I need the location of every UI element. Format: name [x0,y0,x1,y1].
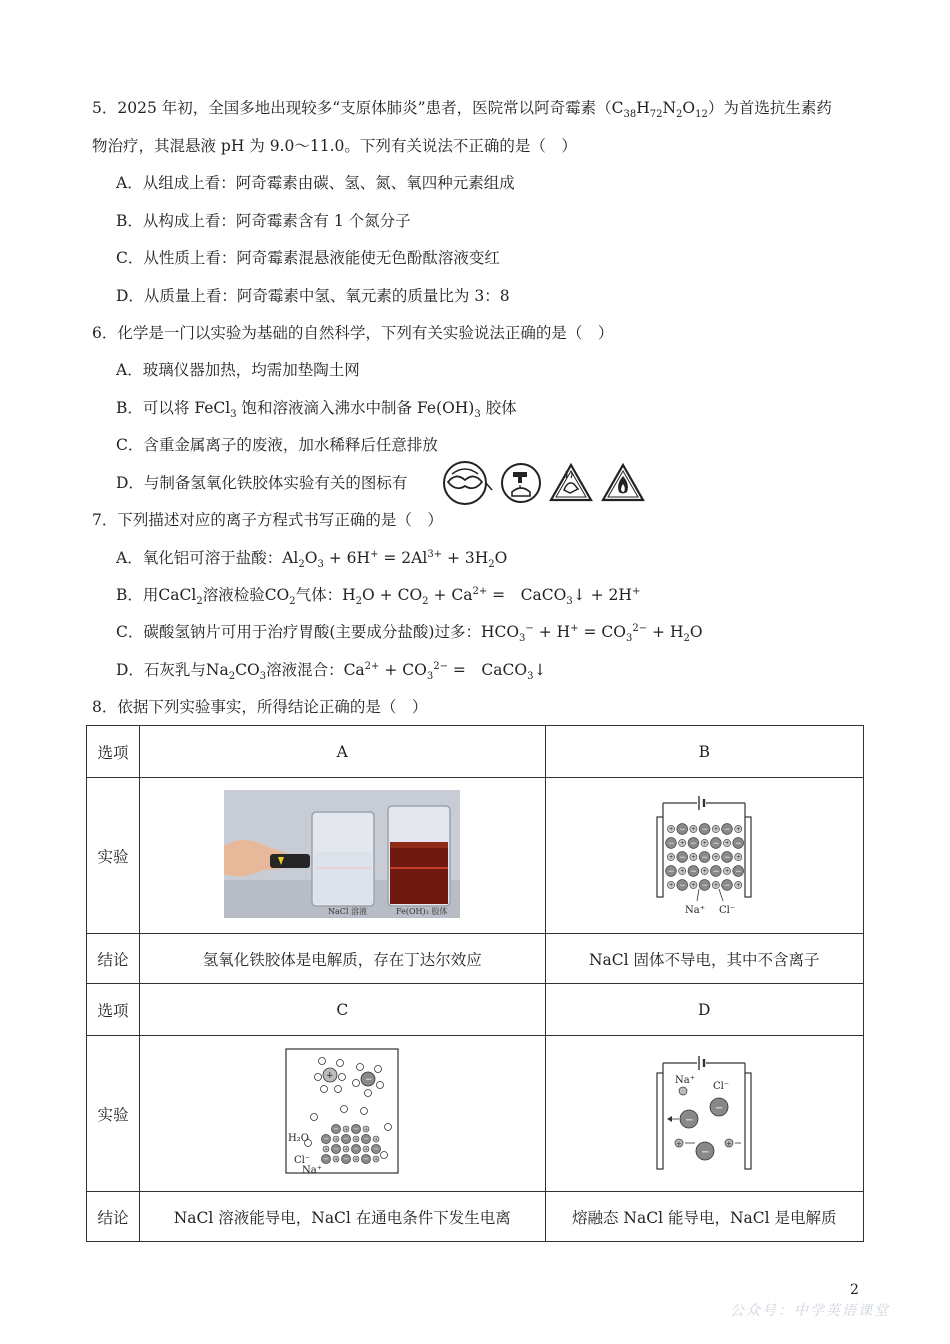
minus-sign: − [724,851,731,861]
minus-sign: − [724,879,731,889]
minus-sign: − [679,823,686,833]
plus-sign: + [334,1155,339,1161]
hot-surface-icon [548,462,594,504]
wash-hands-icon [500,462,542,504]
plus-sign: + [714,882,719,889]
ion-lattice [666,823,744,890]
tyndall-photo [224,790,460,918]
q6-option-b: B．可以将 FeCl$_3$ 饱和溶液滴入沸水中制备 $Fe(OH)_3$ 胶体 [116,399,517,421]
minus-sign: − [735,865,742,875]
minus-sign: − [679,879,686,889]
q7-option-b: B．用CaCl$_2$溶液检验$CO_2$气体：$H_2O + CO_2 + Ca^{2+}$ = CaCO$_3$↓ + 2H+ [116,585,641,608]
plus-sign: + [725,840,730,847]
minus-sign: − [701,879,709,889]
plus-sign: + [680,840,685,847]
photo-label-fe: Fe(OH)₃ 胶体 [396,906,448,916]
minus-sign: − [363,1134,370,1143]
plus-sign: + [374,1135,379,1141]
header-a: A [140,726,546,778]
label-conclusion-1: 结论 [87,934,140,984]
plus-sign: + [344,1125,349,1131]
header-c: C [140,984,546,1036]
experiment-d [545,1036,863,1192]
experiment-c [140,1036,546,1192]
plus-sign: + [691,882,696,889]
plus-sign: + [669,854,674,861]
q6-option-c: C．含重金属离子的废液，加水稀释后任意排放 [116,436,438,454]
svg-text:−: − [685,1114,694,1126]
minus-sign: − [701,851,709,861]
plus-sign: + [691,854,696,861]
plus-sign: + [702,840,708,847]
q7-option-c: C．碳酸氢钠片可用于治疗胃酸(主要成分盐酸)过多：$HCO_3^- + H^+ = CO_3^{2-} + H_2O$ [116,622,703,645]
label-cl-c: Cl⁻ [294,1154,311,1166]
minus-sign: − [668,865,675,875]
conclusion-b: NaCl 固体不导电，其中不含离子 [545,934,863,984]
header-b: B [545,726,863,778]
flame-icon [600,462,646,504]
minus-sign: − [373,1144,380,1153]
plus-sign: + [354,1155,359,1161]
minus-sign: − [679,851,686,861]
label-na-d: Na⁺ [675,1074,696,1086]
plus-sign: + [714,826,719,833]
plus-sign: + [736,882,741,889]
conclusion-c: NaCl 溶液能导电，NaCl 在通电条件下发生电离 [140,1192,546,1242]
minus-sign: − [713,865,720,875]
q5-stem-line2: 物治疗，其混悬液 pH 为 9.0～11.0。下列有关说法不正确的是（ ） [92,137,577,155]
label-na-c: Na⁺ [302,1164,323,1176]
q7-option-d: D．石灰乳与$Na_2CO_3$溶液混合：$Ca^{2+} + CO_3^{2-}$ = CaCO$_3$↓ [116,660,547,683]
minus-sign: − [701,823,709,833]
plus-sign: + [702,868,708,875]
q6-option-a: A．玻璃仪器加热，均需加垫陶土网 [116,361,360,379]
plus-sign: + [680,868,685,875]
q5-option-c: C．从性质上看：阿奇霉素混悬液能使无色酚酞溶液变红 [116,249,500,267]
plus-sign: + [725,868,730,875]
plus-sign: + [736,826,741,833]
label-experiment: 实验 [87,778,140,934]
plus-sign: + [354,1135,359,1141]
minus-sign: − [690,865,698,875]
minus-sign: − [713,837,720,847]
minus-sign: − [343,1134,350,1143]
minus-sign: − [363,1154,370,1163]
molten-nacl-diagram [649,1045,759,1179]
plus-sign: + [344,1145,349,1151]
plus-sign: + [364,1145,369,1151]
label-na-b: Na⁺ [685,904,706,916]
experiment-table [86,725,864,1242]
label-cl-b: Cl⁻ [719,904,736,916]
photo-label-nacl: NaCl 溶液 [328,906,368,916]
q5-option-b: B．从构成上看：阿奇霉素含有 1 个氮分子 [116,212,411,230]
minus-sign: − [333,1144,340,1153]
watermark: 公众号：中学英语课堂 [730,1303,890,1319]
svg-text:+: + [326,1070,334,1081]
svg-text:+: + [676,1139,683,1148]
svg-text:+: + [726,1139,733,1148]
minus-sign: − [323,1134,330,1143]
experiment-a [140,778,546,934]
experiment-b [545,778,863,934]
minus-sign: − [333,1124,340,1133]
plus-sign: + [374,1155,379,1161]
minus-sign: − [323,1154,330,1163]
plus-sign: + [364,1125,369,1131]
solid-nacl-diagram [649,787,759,921]
q7-stem: 7．下列描述对应的离子方程式书写正确的是（ ） [92,511,443,529]
q5-option-d: D．从质量上看：阿奇霉素中氢、氧元素的质量比为 3：8 [116,287,510,305]
plus-sign: + [736,854,741,861]
plus-sign: + [324,1145,329,1151]
label-conclusion-2: 结论 [87,1192,140,1242]
svg-text:−: − [701,1146,710,1158]
q5-stem-line1: 5．2025 年初，全国多地出现较多“支原体肺炎”患者，医院常以阿奇霉素$(C_{38}H_{72}N_2O_{12})$为首选抗生素药 [92,99,832,121]
label-experiment-2: 实验 [87,1036,140,1192]
minus-sign: − [735,837,742,847]
minus-sign: − [668,837,675,847]
plus-sign: + [669,882,674,889]
plus-sign: + [669,826,674,833]
label-cl-d: Cl⁻ [713,1080,730,1092]
nacl-crystal [322,1124,381,1163]
label-option-2: 选项 [87,984,140,1036]
svg-text:−: − [365,1074,373,1085]
q6-option-d: D．与制备氢氧化铁胶体实验有关的图标有 [116,474,408,492]
minus-sign: − [353,1124,360,1133]
safety-icons [442,460,646,506]
minus-sign: − [343,1154,350,1163]
q6-stem: 6．化学是一门以实验为基础的自然科学，下列有关实验说法正确的是（ ） [92,324,614,342]
q7-option-a: A．氧化铝可溶于盐酸：$Al_2O_3 + 6H^+ = 2Al^{3+} + 3H_2O$ [116,548,508,571]
minus-sign: − [724,823,731,833]
goggles-icon [442,460,494,506]
q8-stem: 8．依据下列实验事实，所得结论正确的是（ ） [92,698,428,716]
conclusion-d: 熔融态 NaCl 能导电，NaCl 是电解质 [545,1192,863,1242]
plus-sign: + [691,826,696,833]
header-d: D [545,984,863,1036]
label-option: 选项 [87,726,140,778]
minus-sign: − [690,837,698,847]
label-h2o: H₂O [288,1132,310,1144]
conclusion-a: 氢氧化铁胶体是电解质，存在丁达尔效应 [140,934,546,984]
plus-sign: + [334,1135,339,1141]
svg-text:−: − [715,1102,724,1114]
dissolution-diagram [284,1047,400,1177]
q5-option-a: A．从组成上看：阿奇霉素由碳、氢、氮、氧四种元素组成 [116,174,515,192]
minus-sign: − [353,1144,360,1153]
plus-sign: + [714,854,719,861]
page-number: 2 [850,1282,859,1298]
